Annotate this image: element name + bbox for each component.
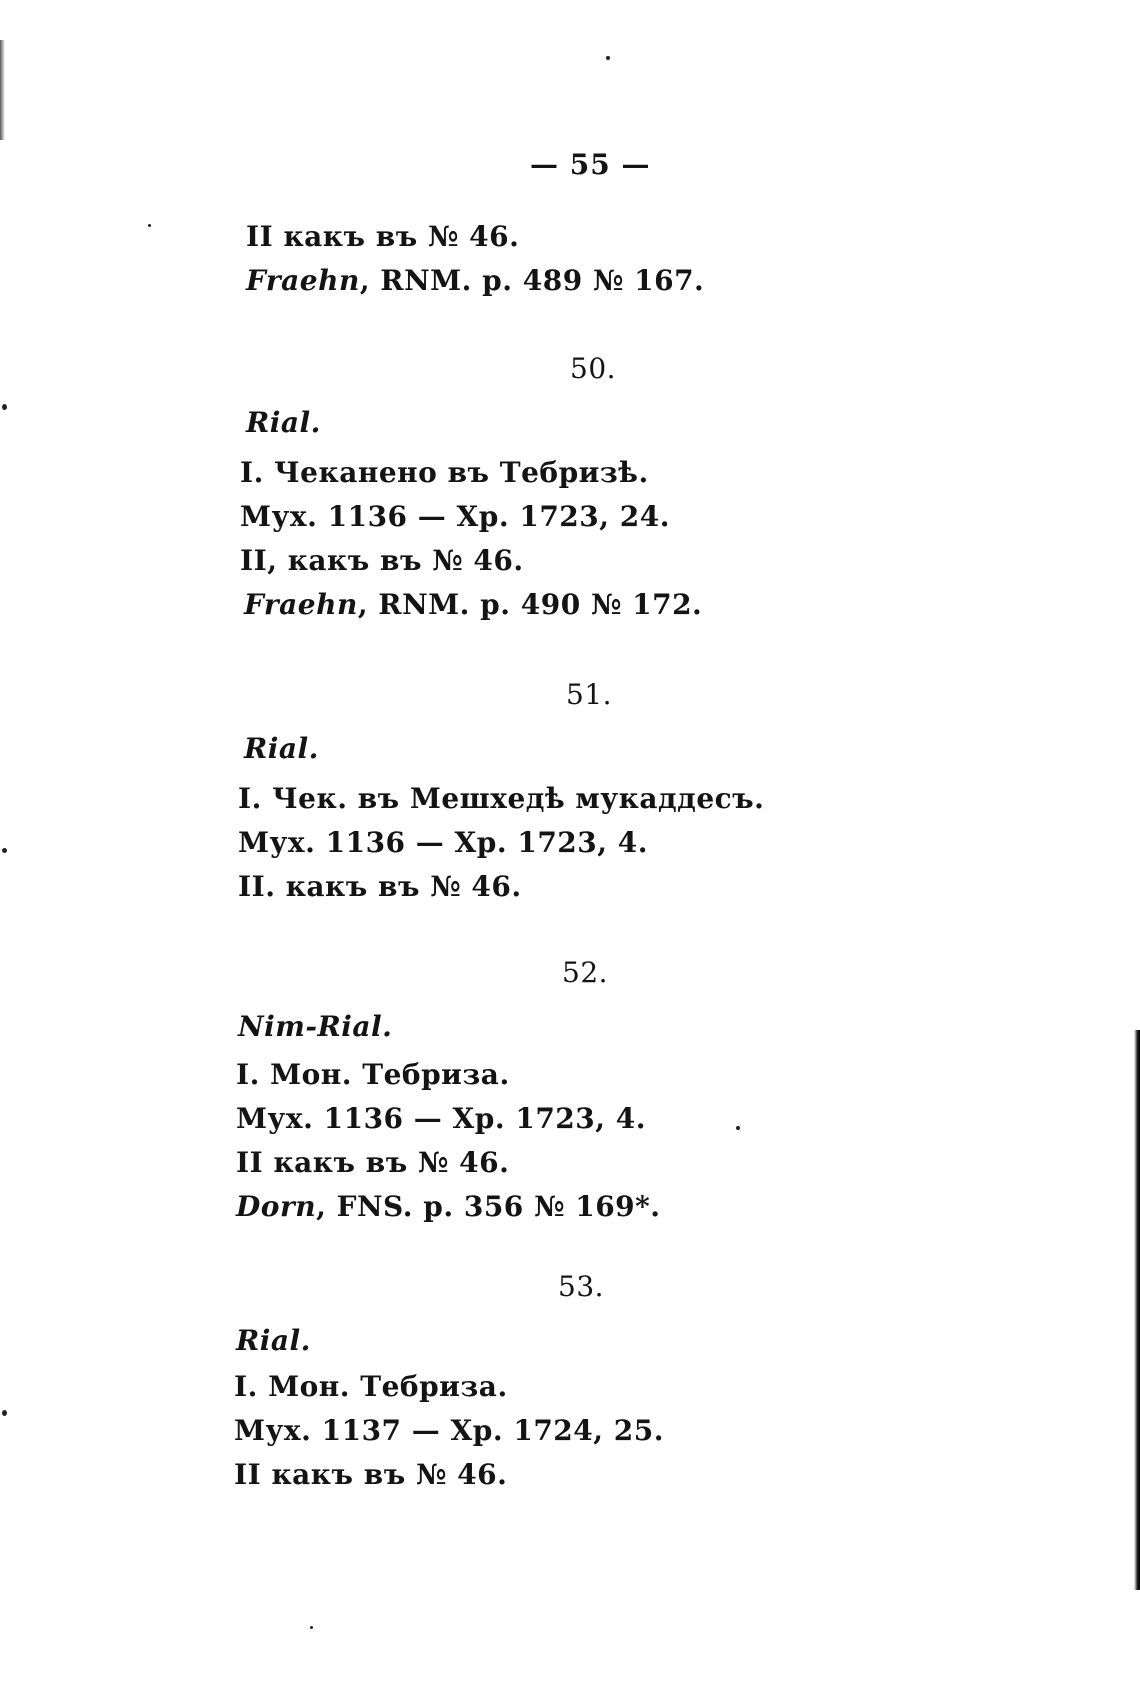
entry-title: Rial. bbox=[244, 732, 319, 765]
scan-edge-right bbox=[1134, 1030, 1140, 1590]
text-line: Мух. 1136 — Хр. 1723, 4. bbox=[236, 1102, 646, 1135]
reference-author: Dorn bbox=[236, 1190, 317, 1223]
entry-title: Nim-Rial. bbox=[238, 1010, 393, 1043]
entry-number: 53. bbox=[558, 1270, 605, 1303]
reference-line bbox=[244, 588, 702, 621]
reference-details: , RNM. p. 490 № 172. bbox=[357, 588, 703, 621]
page-number: — 55 — bbox=[530, 148, 651, 181]
text-line: Мух. 1136 — Хр. 1723, 4. bbox=[238, 826, 648, 859]
scan-speck bbox=[2, 404, 7, 410]
scan-speck bbox=[2, 1410, 7, 1416]
text-line: I. Мон. Тебриза. bbox=[236, 1058, 510, 1091]
reference-details: , FNS. p. 356 № 169*. bbox=[316, 1190, 661, 1223]
text-line: I. Чеканено въ Тебризѣ. bbox=[240, 456, 649, 489]
scan-speck bbox=[2, 848, 7, 853]
text-line: Мух. 1136 — Хр. 1723, 24. bbox=[240, 500, 670, 533]
scan-speck bbox=[148, 224, 151, 227]
reference-details: , RNM. p. 489 № 167. bbox=[359, 264, 705, 297]
reference-line bbox=[246, 264, 704, 297]
reference-author: Fraehn bbox=[244, 588, 358, 621]
text-line: I. Чек. въ Мешхедѣ мукаддесъ. bbox=[238, 782, 765, 815]
scan-speck bbox=[310, 1626, 313, 1629]
text-line: II какъ въ № 46. bbox=[234, 1458, 508, 1491]
text-line: II, какъ въ № 46. bbox=[240, 544, 524, 577]
text-line: Мух. 1137 — Хр. 1724, 25. bbox=[234, 1414, 664, 1447]
text-line: I. Мон. Тебриза. bbox=[234, 1370, 508, 1403]
scan-speck bbox=[736, 1126, 740, 1130]
text-line: II какъ въ № 46. bbox=[236, 1146, 510, 1179]
entry-number: 51. bbox=[566, 678, 613, 711]
scan-edge-left bbox=[0, 40, 5, 140]
entry-title: Rial. bbox=[246, 406, 321, 439]
entry-number: 50. bbox=[570, 352, 617, 385]
entry-title: Rial. bbox=[236, 1324, 311, 1357]
entry-number: 52. bbox=[562, 956, 609, 989]
scan-speck bbox=[606, 56, 610, 60]
text-line: II какъ въ № 46. bbox=[246, 220, 520, 253]
reference-author: Fraehn bbox=[246, 264, 360, 297]
reference-line bbox=[236, 1190, 661, 1223]
text-line: II. какъ въ № 46. bbox=[238, 870, 522, 903]
